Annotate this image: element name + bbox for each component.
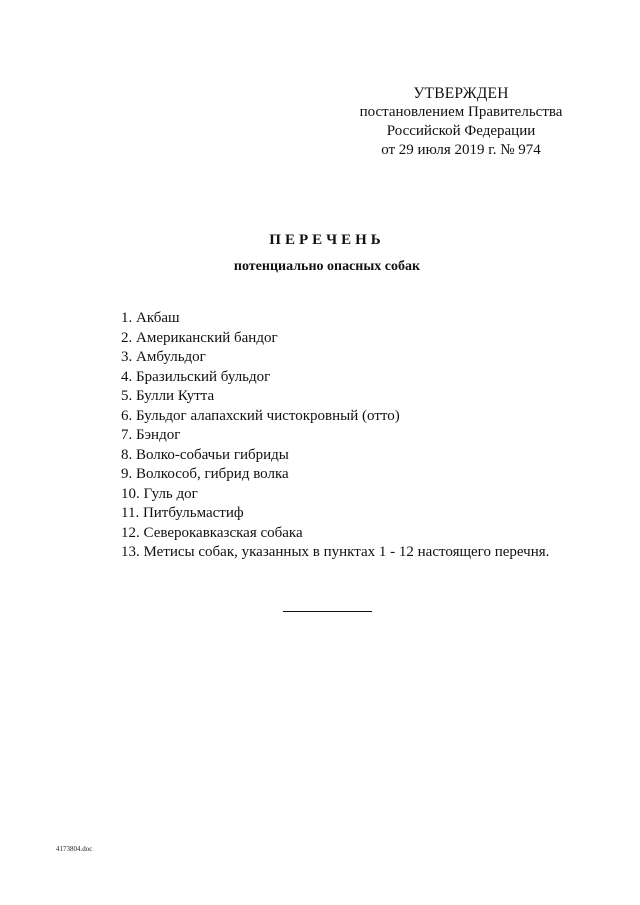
- list-item: 9. Волкособ, гибрид волка: [121, 466, 289, 482]
- end-divider: [283, 611, 372, 612]
- list-item: 11. Питбульмастиф: [121, 505, 244, 521]
- list-item: 2. Американский бандог: [121, 329, 278, 346]
- document-subtitle: потенциально опасных собак: [233, 259, 421, 274]
- list-item: 1. Акбаш: [121, 310, 180, 326]
- approval-block: [330, 84, 592, 160]
- list-item: 7. Бэндог: [121, 427, 181, 443]
- list-item: 8. Волко-собачьи гибриды: [121, 446, 289, 463]
- list-item: 12. Северокавказская собака: [121, 524, 303, 541]
- breed-list: [121, 309, 549, 563]
- list-item: 5. Булли Кутта: [121, 388, 215, 404]
- approval-line-decree: постановлением Правительства: [359, 104, 563, 120]
- list-item: 13. Метисы собак, указанных в пунктах 1 - 12 настоящего перечня.: [121, 544, 550, 560]
- document-title: ПЕРЕЧЕНЬ: [269, 232, 385, 248]
- approval-title: УТВЕРЖДЕН: [413, 85, 509, 102]
- list-item: 4. Бразильский бульдог: [121, 368, 271, 385]
- list-item: 10. Гуль дог: [121, 485, 198, 502]
- list-item: 3. Амбульдог: [121, 349, 206, 365]
- file-name-footer: 4173804.doc: [56, 845, 93, 853]
- list-item: 6. Бульдог алапахский чистокровный (отто): [121, 407, 400, 424]
- approval-line-date-number: от 29 июля 2019 г. № 974: [381, 142, 541, 158]
- approval-line-federation: Российской Федерации: [386, 123, 536, 139]
